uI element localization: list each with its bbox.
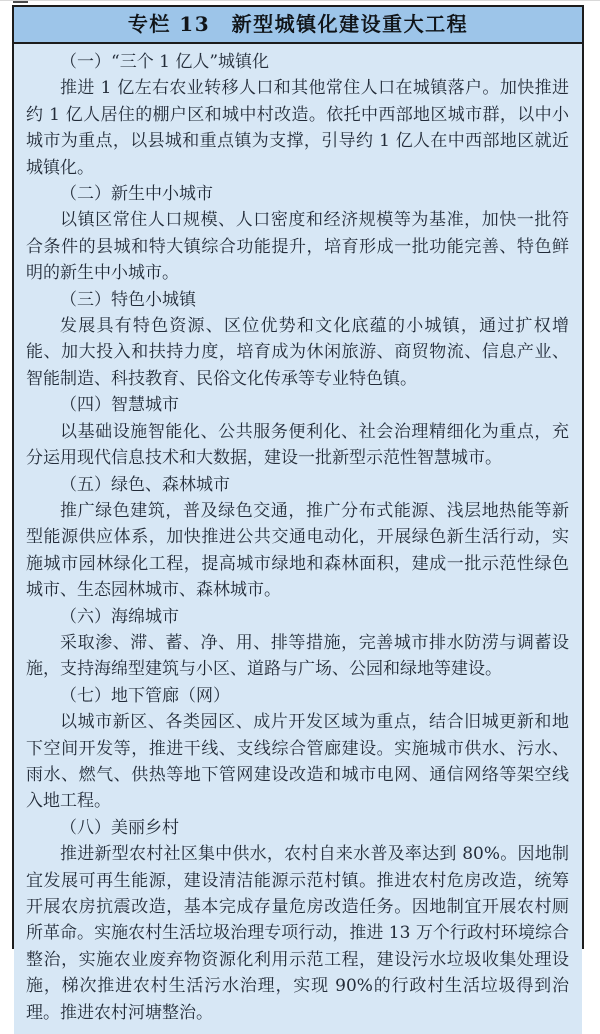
section-8-body: 推进新型农村社区集中供水，农村自来水普及率达到 80%。因地制宜发展可再生能源，建设清洁能源示范村镇。推进农村危房改造，统筹开展农房抗震改造，基本完成存量危房改造任务。因地制宜开展农村厕所革命。实施农村生活垃圾治理专项行动，推进 13 万个行政村环境综合整治，实施农业废弃物资源化利用示范工程，建设污水垃圾收集处理设施，梯次推进农村生活污水治理，实现 90%的行政村生活垃圾得到治理。推进农村河塘整治。 — [26, 844, 569, 1023]
box-content — [14, 44, 582, 1034]
section-1-body: 推进 1 亿左右农业转移人口和其他常住人口在城镇落户。加快推进约 1 亿人居住的棚户区和城中村改造。依托中西部地区城市群，以中小城市为重点，以县城和重点镇为支撑，引导约 1 亿人在中西部地区就近城镇化。 — [26, 78, 569, 178]
section-1 — [26, 49, 569, 181]
box-title: 专栏 13 新型城镇化建设重大工程 — [14, 7, 582, 44]
section-7-body: 以城市新区、各类园区、成片开发区域为重点，结合旧城更新和地下空间开发等，推进干线、支线综合管廊建设。实施城市供水、污水、雨水、燃气、供热等地下管网建设改造和城市电网、通信网络等架空线入地工程。 — [26, 712, 569, 812]
section-3-heading: （三）特色小城镇 — [60, 289, 196, 310]
section-6-heading: （六）海绵城市 — [60, 606, 179, 627]
section-6 — [26, 604, 569, 683]
section-2-body: 以镇区常住人口规模、人口密度和经济规模等为基准，加快一批符合条件的县城和特大镇综合功能提升，培育形成一批功能完善、特色鲜明的新生中小城市。 — [26, 210, 569, 284]
section-1-heading: （一）“三个 1 亿人”城镇化 — [60, 52, 270, 72]
section-3 — [26, 287, 569, 393]
section-6-body: 采取渗、滞、蓄、净、用、排等措施，完善城市排水防涝与调蓄设施，支持海绵型建筑与小区、道路与广场、公园和绿地等建设。 — [26, 632, 569, 680]
section-8 — [26, 815, 569, 1026]
section-5-body: 推广绿色建筑，普及绿色交通，推广分布式能源、浅层地热能等新型能源供应体系，加快推进公共交通电动化，开展绿色新生活行动，实施城市园林绿化工程，提高城市绿地和森林面积，建成一批示范性绿色城市、生态园林城市、森林城市。 — [26, 500, 569, 601]
section-5 — [26, 472, 569, 604]
section-2-heading: （二）新生中小城市 — [60, 184, 213, 205]
section-4-heading: （四）智慧城市 — [60, 395, 179, 416]
section-7 — [26, 683, 569, 815]
section-7-heading: （七）地下管廊（网） — [60, 685, 230, 706]
scan-artifact-line — [0, 0, 600, 1]
section-3-body: 发展具有特色资源、区位优势和文化底蕴的小城镇，通过扩权增能、加大投入和扶持力度，培育成为休闲旅游、商贸物流、信息产业、智能制造、科技教育、民俗文化传承等专业特色镇。 — [26, 316, 569, 389]
section-2 — [26, 181, 569, 287]
section-8-heading: （八）美丽乡村 — [60, 817, 179, 838]
section-4-body: 以基础设施智能化、公共服务便利化、社会治理精细化为重点，充分运用现代信息技术和大数据，建设一批新型示范性智慧城市。 — [26, 421, 569, 469]
section-4 — [26, 392, 569, 471]
feature-box-13 — [12, 5, 584, 1023]
scan-artifact-mark — [13, 1, 28, 3]
section-5-heading: （五）绿色、森林城市 — [60, 474, 230, 495]
